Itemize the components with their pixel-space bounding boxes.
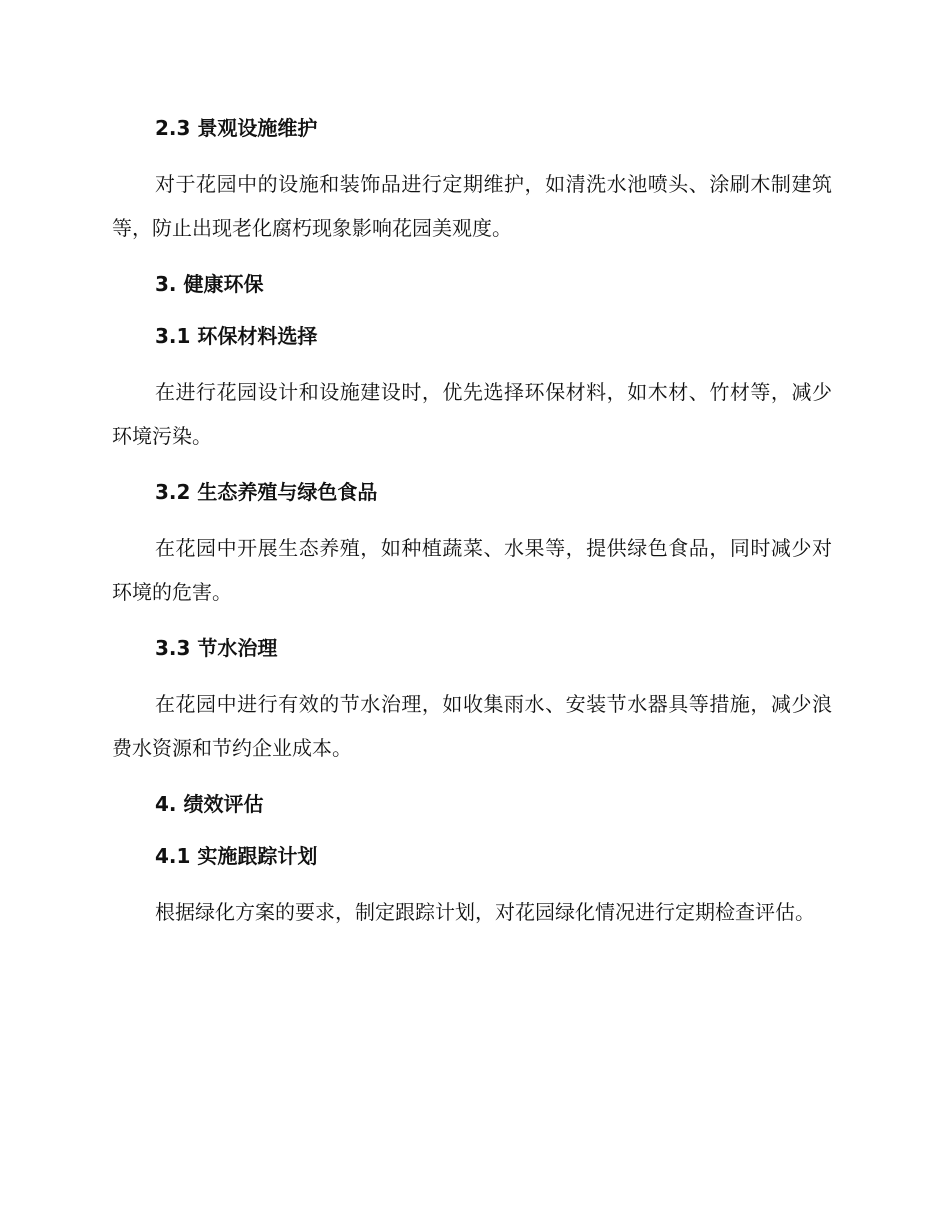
section-heading-2-3: 2.3 景观设施维护 bbox=[155, 116, 318, 140]
section-heading-3-2: 3.2 生态养殖与绿色食品 bbox=[155, 480, 378, 504]
section-paragraph-3-2: 在花园中开展生态养殖，如种植蔬菜、水果等，提供绿色食品，同时减少对环境的危害。 bbox=[112, 536, 832, 604]
section-paragraph-4-1: 根据绿化方案的要求，制定跟踪计划，对花园绿化情况进行定期检查评估。 bbox=[155, 900, 815, 924]
section-paragraph-3-3: 在花园中进行有效的节水治理，如收集雨水、安装节水器具等措施，减少浪费水资源和节约企业成本。 bbox=[112, 692, 832, 760]
section-heading-4: 4. 绩效评估 bbox=[155, 792, 264, 816]
document-body bbox=[112, 110, 832, 934]
section-paragraph-2-3: 对于花园中的设施和装饰品进行定期维护，如清洗水池喷头、涂刷木制建筑等，防止出现老化腐朽现象影响花园美观度。 bbox=[112, 172, 832, 240]
section-heading-3: 3. 健康环保 bbox=[155, 272, 264, 296]
section-paragraph-3-1: 在进行花园设计和设施建设时，优先选择环保材料，如木材、竹材等，减少环境污染。 bbox=[112, 380, 832, 448]
section-heading-4-1: 4.1 实施跟踪计划 bbox=[155, 844, 318, 868]
section-heading-3-1: 3.1 环保材料选择 bbox=[155, 324, 318, 348]
section-heading-3-3: 3.3 节水治理 bbox=[155, 636, 278, 660]
